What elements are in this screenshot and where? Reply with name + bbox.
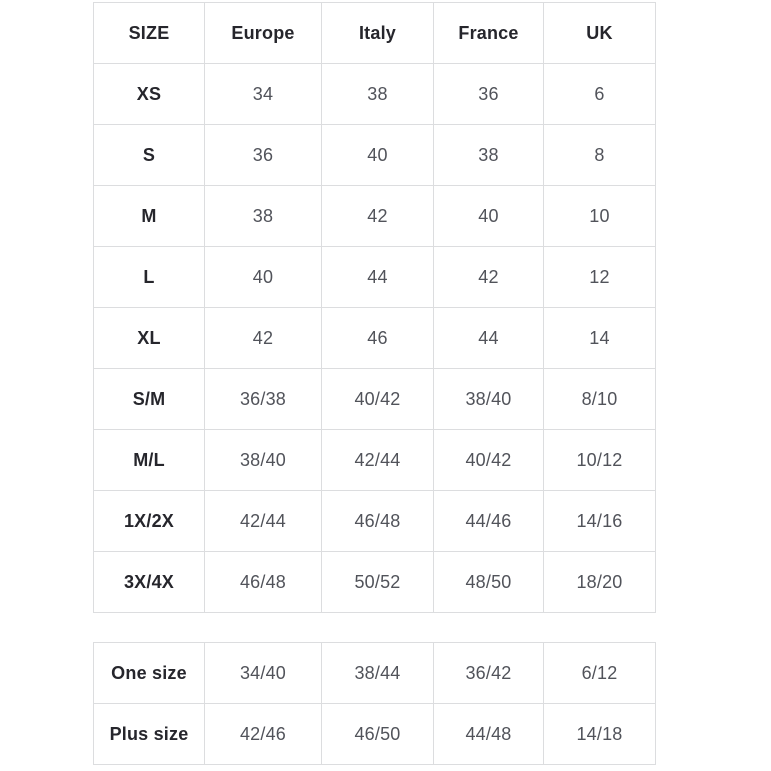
col-header-size: SIZE bbox=[94, 3, 205, 64]
size-cell: 34/40 bbox=[205, 643, 322, 704]
table-row bbox=[94, 369, 656, 430]
size-cell: 50/52 bbox=[322, 552, 434, 613]
size-cell: 14/16 bbox=[544, 491, 656, 552]
table-row bbox=[94, 430, 656, 491]
row-label: One size bbox=[94, 643, 205, 704]
table-row bbox=[94, 64, 656, 125]
size-cell: 42 bbox=[434, 247, 544, 308]
size-cell: 46/48 bbox=[322, 491, 434, 552]
row-label: Plus size bbox=[94, 704, 205, 765]
size-cell: 6/12 bbox=[544, 643, 656, 704]
size-conversion-table bbox=[93, 2, 656, 613]
size-cell: 18/20 bbox=[544, 552, 656, 613]
table-row bbox=[94, 125, 656, 186]
size-cell: 40 bbox=[322, 125, 434, 186]
size-cell: 38 bbox=[322, 64, 434, 125]
size-cell: 36/38 bbox=[205, 369, 322, 430]
size-cell: 8 bbox=[544, 125, 656, 186]
size-cell: 10/12 bbox=[544, 430, 656, 491]
size-cell: 44/46 bbox=[434, 491, 544, 552]
table-row bbox=[94, 247, 656, 308]
row-label: M/L bbox=[94, 430, 205, 491]
size-cell: 38 bbox=[434, 125, 544, 186]
size-cell: 42 bbox=[322, 186, 434, 247]
size-cell: 44 bbox=[434, 308, 544, 369]
row-label: L bbox=[94, 247, 205, 308]
size-cell: 38 bbox=[205, 186, 322, 247]
size-cell: 42 bbox=[205, 308, 322, 369]
col-header-italy: Italy bbox=[322, 3, 434, 64]
table-row bbox=[94, 643, 656, 704]
size-cell: 40 bbox=[434, 186, 544, 247]
size-cell: 48/50 bbox=[434, 552, 544, 613]
size-cell: 44 bbox=[322, 247, 434, 308]
row-label: 1X/2X bbox=[94, 491, 205, 552]
table-row bbox=[94, 491, 656, 552]
size-cell: 8/10 bbox=[544, 369, 656, 430]
size-cell: 36 bbox=[434, 64, 544, 125]
size-cell: 12 bbox=[544, 247, 656, 308]
col-header-france: France bbox=[434, 3, 544, 64]
size-cell: 44/48 bbox=[434, 704, 544, 765]
size-cell: 46 bbox=[322, 308, 434, 369]
table-row bbox=[94, 186, 656, 247]
row-label: S bbox=[94, 125, 205, 186]
col-header-uk: UK bbox=[544, 3, 656, 64]
row-label: XS bbox=[94, 64, 205, 125]
row-label: S/M bbox=[94, 369, 205, 430]
row-label: 3X/4X bbox=[94, 552, 205, 613]
size-cell: 14 bbox=[544, 308, 656, 369]
size-cell: 42/44 bbox=[205, 491, 322, 552]
size-cell: 10 bbox=[544, 186, 656, 247]
size-cell: 34 bbox=[205, 64, 322, 125]
size-cell: 14/18 bbox=[544, 704, 656, 765]
size-cell: 42/46 bbox=[205, 704, 322, 765]
size-cell: 42/44 bbox=[322, 430, 434, 491]
size-cell: 38/40 bbox=[434, 369, 544, 430]
header-row bbox=[94, 3, 656, 64]
size-cell: 40 bbox=[205, 247, 322, 308]
row-label: XL bbox=[94, 308, 205, 369]
size-cell: 38/44 bbox=[322, 643, 434, 704]
size-cell: 6 bbox=[544, 64, 656, 125]
table-row bbox=[94, 308, 656, 369]
row-label: M bbox=[94, 186, 205, 247]
size-cell: 40/42 bbox=[434, 430, 544, 491]
table-row bbox=[94, 704, 656, 765]
size-cell: 46/48 bbox=[205, 552, 322, 613]
special-sizes-table bbox=[93, 642, 656, 765]
table-row bbox=[94, 552, 656, 613]
size-cell: 38/40 bbox=[205, 430, 322, 491]
size-cell: 40/42 bbox=[322, 369, 434, 430]
size-cell: 36 bbox=[205, 125, 322, 186]
size-cell: 36/42 bbox=[434, 643, 544, 704]
size-cell: 46/50 bbox=[322, 704, 434, 765]
col-header-europe: Europe bbox=[205, 3, 322, 64]
